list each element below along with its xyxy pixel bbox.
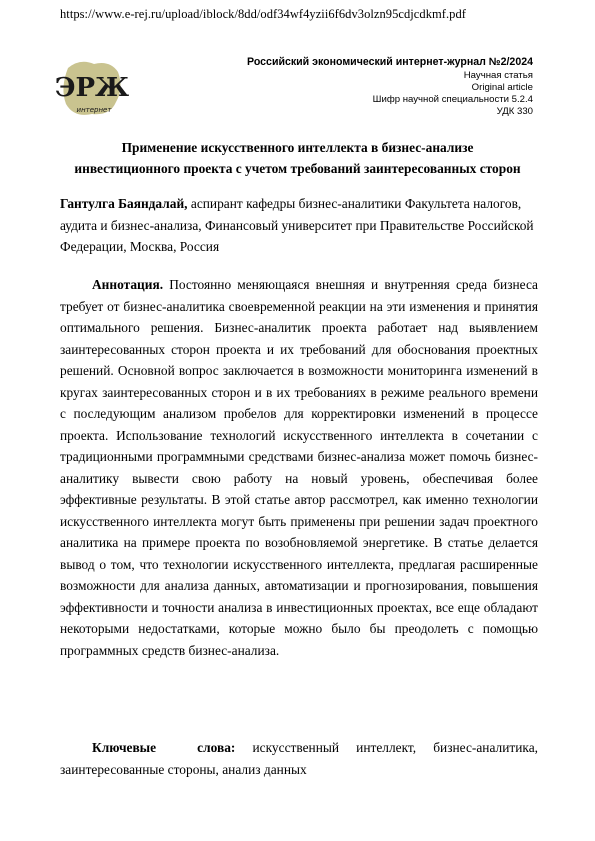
- keywords-label: Ключевые слова:: [92, 740, 236, 755]
- document-url[interactable]: https://www.e-rej.ru/upload/iblock/8dd/odf34wf4yzii6f6dv3olzn95cdjcdkmf.pdf: [60, 7, 466, 21]
- article-title: [55, 137, 540, 179]
- article-type-en: Original article: [471, 82, 533, 93]
- keywords-text: искусственный интеллект, бизнес-аналитика, заинтересованные стороны, анализ данных: [60, 740, 538, 777]
- author-affiliation: аспирант кафедры бизнес-аналитики Факультета налогов, аудита и бизнес-анализа, Финансовый университет при Правительстве Российской Федерации, Москва, Россия: [60, 196, 534, 254]
- article-type-ru: Научная статья: [463, 70, 533, 81]
- author-block: [60, 193, 538, 258]
- article-title-line2: инвестиционного проекта с учетом требований заинтересованных сторон: [74, 161, 521, 176]
- udc-code: УДК 330: [496, 106, 533, 117]
- journal-meta: [247, 56, 533, 118]
- logo-letters: ЭРЖ: [54, 73, 130, 103]
- keywords: [60, 737, 538, 780]
- abstract: [60, 274, 538, 661]
- logo-caption: интернет: [76, 106, 112, 114]
- article-title-line1: Применение искусственного интеллекта в бизнес-анализе: [121, 140, 474, 155]
- author-name: Гантулга Баяндалай,: [60, 196, 188, 211]
- specialty-code: Шифр научной специальности 5.2.4: [372, 94, 533, 105]
- abstract-label: Аннотация.: [92, 277, 164, 292]
- journal-title: Российский экономический интернет-журнал №2/2024: [247, 56, 533, 68]
- abstract-text: Постоянно меняющаяся внешняя и внутренняя среда бизнеса требует от бизнес-аналитика своевременной реакции на эти изменения и принятия оптимального решения. Бизнес-аналитик проекта работает над выявлением заинтересованных сторон проекта и их требований для обоснования проектных решений. Основной вопрос заключается в возможности мониторинга изменений в кругах заинтересованных сторон и в их требованиях в режиме реального времени с последующим анализом пробелов для корректировки изменений в процессе проекта. Использование технологий искусственного интеллекта в сочетании с традиционными программными средствами бизнес-анализа может помочь бизнес-аналитику вывести свою работу на новый уровень, обеспечивая более эффективные результаты. В этой статье автор рассмотрел, как именно технологии искусственного интеллекта могут быть применены при решении задач проектного аналитика на примере проекта по возобновляемой энергетике. В статье делается вывод о том, что технологии искусственного интеллекта, предлагая расширенные возможности для анализа данных, автоматизации и прогнозирования, повышения эффективности и точности анализа в инвестиционных проектах, все еще обладают некоторыми недостатками, которые можно было бы преодолеть с помощью программных средств бизнес-анализа.: [60, 277, 538, 658]
- logo-emblem-icon: [54, 58, 130, 120]
- journal-logo: [54, 58, 130, 120]
